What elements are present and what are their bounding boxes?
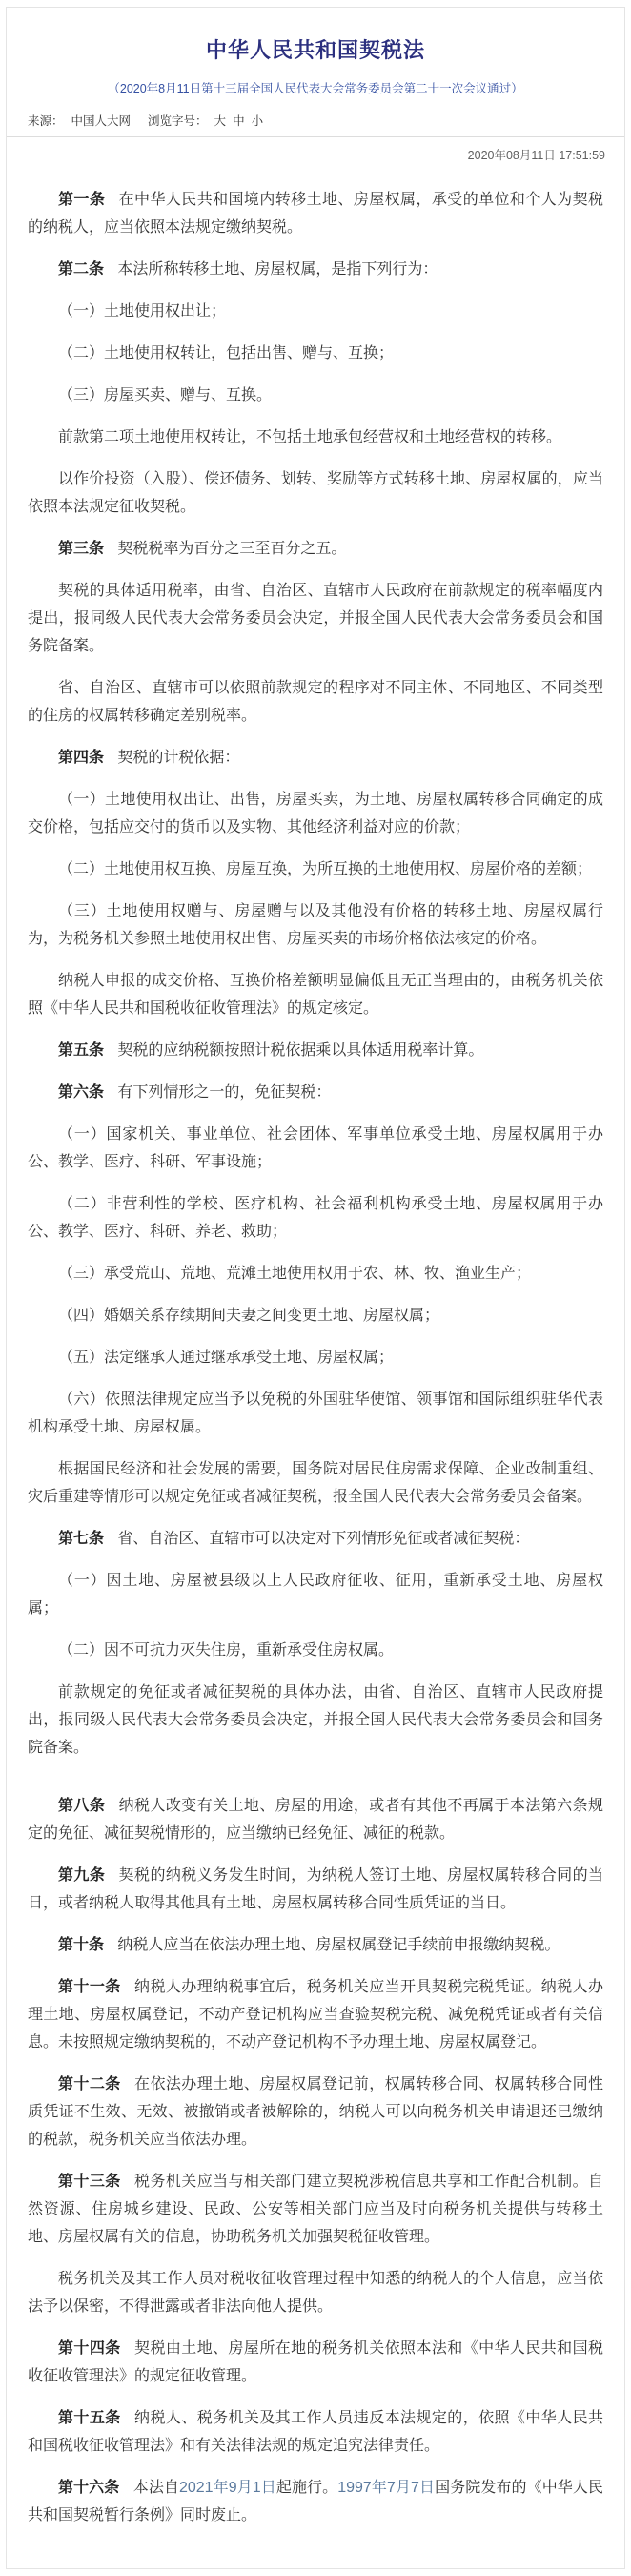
paragraph-text: 本法所称转移土地、房屋权属，是指下列行为： [117,261,438,278]
paragraph-text: 契税的具体适用税率，由省、自治区、直辖市人民政府在前款规定的税率幅度内提出，报同级人民代表大会常务委员会决定，并报全国人民代表大会常务委员会和国务院备案。 [28,583,603,654]
paragraph-text: 在依法办理土地、房屋权属登记前，权属转移合同、权属转移合同性质凭证不生效、无效、被撤销或者被解除的，纳税人可以向税务机关申请退还已缴纳的税款，税务机关应当依法办理。 [28,2076,603,2148]
paragraph-text: （三）房屋买卖、赠与、互换。 [58,387,273,403]
paragraph [28,298,603,325]
paragraph [28,1386,603,1441]
paragraph-text: （五）法定继承人通过继承承受土地、房屋权属； [58,1350,395,1366]
article-number: 第十一条 [58,1979,121,1995]
paragraph [28,423,603,451]
paragraph-text: 前款规定的免征或者减征契税的具体办法，由省、自治区、直辖市人民政府提出，报同级人民代表大会常务委员会决定，并报全国人民代表大会常务委员会和国务院备案。 [28,1684,603,1756]
paragraph [28,1455,603,1511]
paragraph-text: （一）土地使用权出让、出售，房屋买卖，为土地、房屋权属转移合同确定的成交价格，包括应交付的货币以及实物、其他经济利益对应的价款； [28,792,603,835]
paragraph-text: 省、自治区、直辖市可以依照前款规定的程序对不同主体、不同地区、不同类型的住房的权属转移确定差别税率。 [28,680,603,724]
article-number: 第八条 [58,1798,106,1814]
paragraph [28,1344,603,1371]
paragraph [28,186,603,241]
source-label: 来源： [28,114,64,128]
paragraph-text: 契税税率为百分之三至百分之五。 [117,541,347,557]
article-number: 第七条 [58,1531,105,1547]
paragraph-text: 契税的纳税义务发生时间，为纳税人签订土地、房屋权属转移合同的当日，或者纳税人取得其他具有土地、房屋权属转移合同性质凭证的当日。 [28,1867,603,1911]
paragraph-text: 契税由土地、房屋所在地的税务机关依照本法和《中华人民共和国税收征收管理法》的规定征收管理。 [28,2340,603,2384]
meta-row [7,110,624,136]
font-size-label: 浏览字号： [148,114,208,128]
paragraph [28,1862,603,1917]
paragraph [28,1525,603,1553]
article-number: 第十五条 [58,2410,121,2426]
paragraph [28,381,603,409]
paragraph [28,1973,603,2056]
document-body [7,163,624,2529]
article-number: 第二条 [58,261,105,278]
document-header [7,8,624,96]
article-number: 第十六条 [58,2480,120,2496]
paragraph-text: 契税的应纳税额按照计税依据乘以具体适用税率计算。 [117,1042,484,1059]
paragraph-text: （二）土地使用权转让，包括出售、赠与、互换； [58,345,395,361]
paragraph-text: 纳税人申报的成交价格、互换价格差额明显偏低且无正当理由的，由税务机关依照《中华人民共和国税收征收管理法》的规定核定。 [28,973,603,1017]
paragraph-text: （二）土地使用权互换、房屋互换，为所互换的土地使用权、房屋价格的差额； [58,861,593,877]
paragraph-text: 起施行。 [275,2480,338,2496]
paragraph [28,465,603,521]
article-page [6,7,625,2569]
paragraph-text: 税务机关应当与相关部门建立契税涉税信息共享和工作配合机制。自然资源、住房城乡建设、民政、公安等相关部门应当及时向税务机关提供与转移土地、房屋权属有关的信息，协助税务机关加强契税征收管理。 [28,2174,603,2245]
paragraph-text: 契税的计税依据： [117,750,240,766]
paragraph [28,340,603,367]
page-title: 中华人民共和国契税法 [205,38,425,62]
paragraph-text: 在中华人民共和国境内转移土地、房屋权属，承受的单位和个人为契税的纳税人，应当依照本法规定缴纳契税。 [28,192,603,236]
document-subtitle: （2020年8月11日第十三届全国人民代表大会常务委员会第二十一次会议通过） [108,82,523,95]
paragraph-text: 省、自治区、直辖市可以决定对下列情形免征或者减征契税： [117,1531,530,1547]
paragraph [28,897,603,953]
paragraph-text: 纳税人办理纳税事宜后，税务机关应当开具契税完税凭证。纳税人办理土地、房屋权属登记，不动产登记机构应当查验契税完税、减免税凭证或者有关信息。未按照规定缴纳契税的，不动产登记机构不予办理土地、房屋权属登记。 [28,1979,603,2050]
paragraph-text: 纳税人改变有关土地、房屋的用途，或者有其他不再属于本法第六条规定的免征、减征契税情形的，应当缴纳已经免征、减征的税款。 [28,1798,603,1842]
paragraph [28,1792,603,1847]
paragraph-text: （一）国家机关、事业单位、社会团体、军事单位承受土地、房屋权属用于办公、教学、医疗、科研、军事设施； [28,1126,603,1170]
paragraph [28,1931,603,1959]
paragraph-text: 前款第二项土地使用权转让，不包括土地承包经营权和土地经营权的转移。 [58,429,562,445]
paragraph [28,1037,603,1064]
font-size-small-button[interactable]: 小 [251,114,264,128]
paragraph-text: （三）土地使用权赠与、房屋赠与以及其他没有价格的转移土地、房屋权属行为，为税务机关参照土地使用权出售、房屋买卖的市场价格依法核定的价格。 [28,903,603,947]
paragraph [28,2474,603,2529]
article-number: 第三条 [58,541,105,557]
paragraph-text: （二）非营利性的学校、医疗机构、社会福利机构承受土地、房屋权属用于办公、教学、医疗、科研、养老、救助； [28,1196,603,1240]
paragraph-text: （二）因不可抗力灭失住房，重新承受住房权属。 [58,1642,395,1659]
paragraph-text: 纳税人、税务机关及其工作人员违反本法规定的，依照《中华人民共和国税收征收管理法》和有关法律法规的规定追究法律责任。 [28,2410,603,2454]
paragraph-text: （四）婚姻关系存续期间夫妻之间变更土地、房屋权属； [58,1308,440,1324]
paragraph [28,1190,603,1246]
paragraph-text: （一）因土地、房屋被县级以上人民政府征收、征用，重新承受土地、房屋权属； [28,1573,603,1617]
font-size-large-button[interactable]: 大 [214,114,227,128]
paragraph-text: 有下列情形之一的，免征契税： [117,1084,332,1101]
article-number: 第十三条 [58,2174,121,2190]
font-size-medium-button[interactable]: 中 [233,114,245,128]
article-number: 第九条 [58,1867,106,1884]
publish-timestamp: 2020年08月11日 17:51:59 [467,149,605,162]
date-text: 2021年9月1日 [178,2480,276,2496]
paragraph [28,786,603,841]
paragraph [28,2071,603,2154]
paragraph [28,1567,603,1622]
paragraph [28,855,603,883]
article-number: 第一条 [58,192,106,208]
paragraph [28,577,603,660]
source-value: 中国人大网 [71,114,132,128]
paragraph-text: （六）依照法律规定应当予以免税的外国驻华使馆、领事馆和国际组织驻华代表机构承受土地、房屋权属。 [28,1391,603,1435]
article-number: 第四条 [58,750,105,766]
paragraph-text: 本法自 [132,2480,179,2496]
paragraph [28,967,603,1022]
paragraph-text: 国务院发布的《中华人民共和国契税暂行条例》同时废止。 [28,2480,603,2524]
paragraph [28,1260,603,1288]
paragraph-text: （一）土地使用权出让； [58,303,227,319]
paragraph [28,1302,603,1329]
paragraph-text: 根据国民经济和社会发展的需要，国务院对居民住房需求保障、企业改制重组、灾后重建等情形可以规定免征或者减征契税，报全国人民代表大会常务委员会备案。 [28,1461,603,1505]
paragraph [28,2404,603,2460]
article-number: 第十四条 [58,2340,121,2357]
paragraph [28,1079,603,1106]
article-number: 第五条 [58,1042,105,1059]
paragraph [28,2335,603,2390]
paragraph-text: 税务机关及其工作人员对税收征收管理过程中知悉的纳税人的个人信息，应当依法予以保密，不得泄露或者非法向他人提供。 [28,2271,603,2315]
paragraph [28,256,603,283]
paragraph [28,1121,603,1176]
paragraph-text: 以作价投资（入股）、偿还债务、划转、奖励等方式转移土地、房屋权属的，应当依照本法规定征收契税。 [28,471,603,515]
date-text: 1997年7月7日 [337,2480,436,2496]
paragraph-text: 纳税人应当在依法办理土地、房屋权属登记手续前申报缴纳契税。 [117,1937,560,1953]
article-number: 第十二条 [58,2076,121,2092]
paragraph [28,1679,603,1762]
article-number: 第六条 [58,1084,105,1101]
paragraph [28,2265,603,2320]
article-number: 第十条 [58,1937,105,1953]
paragraph [28,2168,603,2251]
paragraph [28,1637,603,1664]
paragraph [28,535,603,563]
paragraph-text: （三）承受荒山、荒地、荒滩土地使用权用于农、林、牧、渔业生产； [58,1266,532,1282]
paragraph [28,744,603,772]
paragraph [28,674,603,730]
